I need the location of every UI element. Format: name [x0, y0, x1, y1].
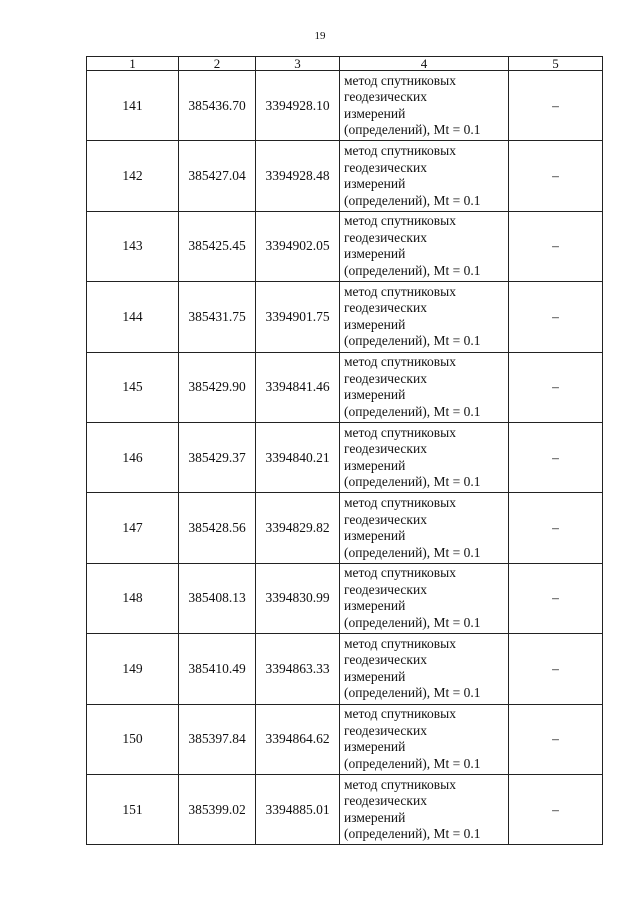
point-number-cell: 149 [87, 634, 179, 704]
x-coordinate-cell: 385429.90 [179, 352, 256, 422]
method-line: метод спутниковых [344, 776, 456, 792]
method-line: измерений [344, 809, 406, 825]
y-coordinate-cell: 3394841.46 [256, 352, 340, 422]
header-col-5: 5 [509, 57, 603, 71]
point-number-cell: 151 [87, 774, 179, 844]
x-coordinate-cell: 385399.02 [179, 774, 256, 844]
page-number: 19 [314, 30, 326, 42]
method-line: (определений), Mt = 0.1 [344, 685, 481, 701]
y-coordinate-cell: 3394885.01 [256, 774, 340, 844]
table-header-row [87, 57, 603, 71]
table-row [87, 634, 603, 704]
table-row [87, 774, 603, 844]
method-line: метод спутниковых [344, 635, 456, 651]
method-line: геодезических [344, 511, 427, 527]
x-coordinate-cell: 385429.37 [179, 422, 256, 492]
method-line: (определений), Mt = 0.1 [344, 333, 481, 349]
x-coordinate-cell: 385428.56 [179, 493, 256, 563]
y-coordinate-cell: 3394928.48 [256, 141, 340, 211]
x-coordinate-cell: 385427.04 [179, 141, 256, 211]
method-line: измерений [344, 176, 406, 192]
method-line: геодезических [344, 652, 427, 668]
table-row [87, 141, 603, 211]
method-cell [340, 282, 509, 352]
method-line: геодезических [344, 722, 427, 738]
y-coordinate-cell: 3394901.75 [256, 282, 340, 352]
method-cell [340, 774, 509, 844]
method-line: (определений), Mt = 0.1 [344, 403, 481, 419]
method-line: метод спутниковых [344, 283, 456, 299]
point-number-cell: 143 [87, 211, 179, 281]
column-5-cell: – [509, 493, 603, 563]
method-line: измерений [344, 528, 406, 544]
y-coordinate-cell: 3394928.10 [256, 71, 340, 141]
table-row [87, 704, 603, 774]
method-line: измерений [344, 668, 406, 684]
point-number-cell: 150 [87, 704, 179, 774]
method-line: метод спутниковых [344, 72, 456, 88]
method-line: (определений), Mt = 0.1 [344, 474, 481, 490]
header-col-2: 2 [179, 57, 256, 71]
method-cell [340, 422, 509, 492]
method-line: (определений), Mt = 0.1 [344, 826, 481, 842]
coordinates-table [86, 56, 603, 845]
table-row [87, 422, 603, 492]
method-line: геодезических [344, 89, 427, 105]
method-line: измерений [344, 598, 406, 614]
y-coordinate-cell: 3394840.21 [256, 422, 340, 492]
point-number-cell: 141 [87, 71, 179, 141]
y-coordinate-cell: 3394863.33 [256, 634, 340, 704]
method-line: метод спутниковых [344, 354, 456, 370]
method-line: (определений), Mt = 0.1 [344, 755, 481, 771]
point-number-cell: 142 [87, 141, 179, 211]
y-coordinate-cell: 3394864.62 [256, 704, 340, 774]
column-5-cell: – [509, 422, 603, 492]
method-cell [340, 704, 509, 774]
method-line: измерений [344, 457, 406, 473]
y-coordinate-cell: 3394830.99 [256, 563, 340, 633]
table-row [87, 282, 603, 352]
method-line: геодезических [344, 159, 427, 175]
header-col-3: 3 [256, 57, 340, 71]
method-line: измерений [344, 387, 406, 403]
column-5-cell: – [509, 282, 603, 352]
method-line: (определений), Mt = 0.1 [344, 262, 481, 278]
column-5-cell: – [509, 704, 603, 774]
column-5-cell: – [509, 634, 603, 704]
y-coordinate-cell: 3394829.82 [256, 493, 340, 563]
table-row [87, 211, 603, 281]
method-line: измерений [344, 316, 406, 332]
method-line: метод спутниковых [344, 143, 456, 159]
header-col-4: 4 [340, 57, 509, 71]
method-line: геодезических [344, 370, 427, 386]
method-line: геодезических [344, 229, 427, 245]
column-5-cell: – [509, 71, 603, 141]
table-row [87, 352, 603, 422]
x-coordinate-cell: 385431.75 [179, 282, 256, 352]
x-coordinate-cell: 385425.45 [179, 211, 256, 281]
column-5-cell: – [509, 352, 603, 422]
method-line: (определений), Mt = 0.1 [344, 614, 481, 630]
column-5-cell: – [509, 211, 603, 281]
method-cell [340, 141, 509, 211]
point-number-cell: 144 [87, 282, 179, 352]
method-line: метод спутниковых [344, 213, 456, 229]
method-line: (определений), Mt = 0.1 [344, 122, 481, 138]
method-line: измерений [344, 246, 406, 262]
x-coordinate-cell: 385436.70 [179, 71, 256, 141]
method-line: метод спутниковых [344, 424, 456, 440]
method-line: измерений [344, 105, 406, 121]
method-line: метод спутниковых [344, 495, 456, 511]
method-cell [340, 493, 509, 563]
table-row [87, 563, 603, 633]
x-coordinate-cell: 385410.49 [179, 634, 256, 704]
header-col-1: 1 [87, 57, 179, 71]
table-row [87, 71, 603, 141]
x-coordinate-cell: 385408.13 [179, 563, 256, 633]
method-line: геодезических [344, 441, 427, 457]
method-cell [340, 211, 509, 281]
method-line: геодезических [344, 581, 427, 597]
table-body [87, 71, 603, 845]
method-cell [340, 563, 509, 633]
column-5-cell: – [509, 141, 603, 211]
x-coordinate-cell: 385397.84 [179, 704, 256, 774]
method-line: измерений [344, 739, 406, 755]
column-5-cell: – [509, 563, 603, 633]
point-number-cell: 147 [87, 493, 179, 563]
method-line: метод спутниковых [344, 565, 456, 581]
method-line: геодезических [344, 793, 427, 809]
method-line: (определений), Mt = 0.1 [344, 192, 481, 208]
method-line: (определений), Mt = 0.1 [344, 544, 481, 560]
column-5-cell: – [509, 774, 603, 844]
point-number-cell: 146 [87, 422, 179, 492]
point-number-cell: 145 [87, 352, 179, 422]
y-coordinate-cell: 3394902.05 [256, 211, 340, 281]
method-cell [340, 634, 509, 704]
method-line: геодезических [344, 300, 427, 316]
point-number-cell: 148 [87, 563, 179, 633]
table-row [87, 493, 603, 563]
method-cell [340, 352, 509, 422]
method-cell [340, 71, 509, 141]
method-line: метод спутниковых [344, 706, 456, 722]
